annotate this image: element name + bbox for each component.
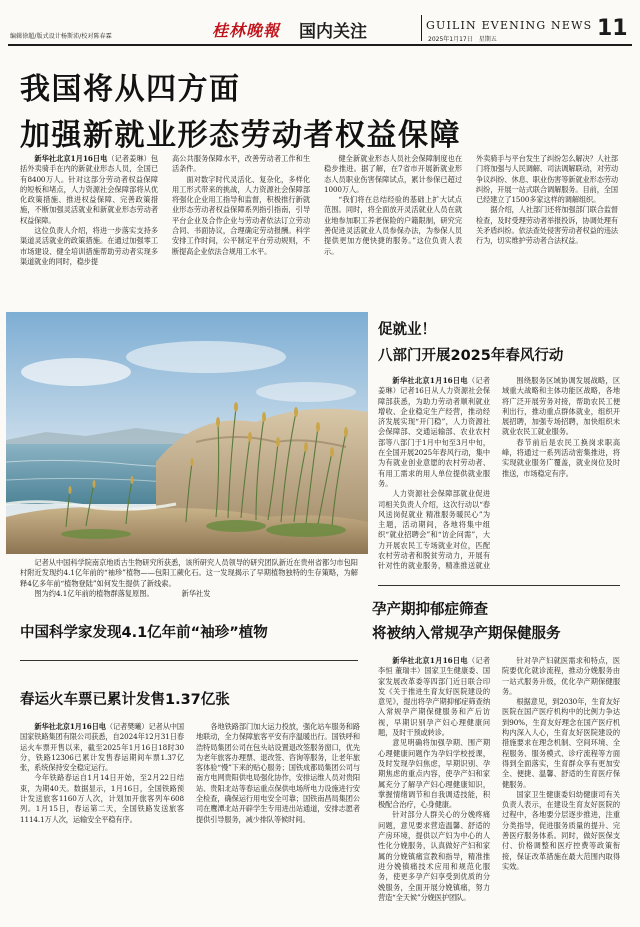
masthead-divider <box>421 15 422 41</box>
employment-text-1: 记者16日从人力资源社会保障部获悉，为助力劳动者顺利就业增收、企业稳定生产经营，推动经济发展实现“开门稳”，人力资源社会保障部、交通运输部、农业农村部等八部门于1月中旬至3月中旬，在全国开展2025年春风行动，集中为有就业创业意愿的农村劳动者、有用工需求的用人单位提供就业服务。 <box>378 386 490 488</box>
employment-column-1 <box>378 376 490 572</box>
lead-column-4 <box>476 154 618 302</box>
rail-column-2 <box>196 722 360 922</box>
rail-byline: （记者樊曦） <box>105 722 149 731</box>
lead-column-1 <box>20 154 158 302</box>
employment-text-2: 人力资源社会保障部就业促进司相关负责人介绍，这次行动以“春风送岗促就业 精准服务暖民心”为主题，活动期间，各地将集中组织“就业招聘会”和“访企问需”，大力开展农民工专场就业对位，匹配农村劳动者和脱贫劳动力，开展有针对性的就业服务，精准推送就业 <box>378 489 490 571</box>
masthead-rule <box>8 44 632 46</box>
photo-caption-subtext: 图为约4.1亿年前的植物群落复原图。 <box>34 588 154 598</box>
lead-column-2 <box>172 154 310 302</box>
employment-text-3: 围绕服务区域协调发展战略，区域重大战略和主体功能区战略，各地将广泛开展劳务对接，帮助农民工便利出行，推动重点群体就业，组织开展招聘，加强专场招聘，加快组织未就业农民工就业服务。 <box>502 376 620 437</box>
photo-caption <box>20 558 358 599</box>
photo-credit: 新华社发 <box>181 588 211 598</box>
page-number: 11 <box>597 16 628 41</box>
plant-reconstruction-photo <box>6 312 368 554</box>
issue-weekday: 星期五 <box>478 36 497 43</box>
section-name: 国内关注 <box>299 22 367 42</box>
prenatal-text-6: 国家卫生健康委妇幼健康司有关负责人表示，在建设生育友好医院的过程中，各地要分层逐步推进，注重分类指导，促进服务质量的提升、完善医疗服务体系。同时，做好医保支付、价格调整和医疗控费等政策衔接，保证改革措施在最大范围内取得实效。 <box>502 789 620 871</box>
employment-byline: （记者姜琳） <box>378 376 490 396</box>
lead-byline: （记者姜琳） <box>107 154 151 163</box>
lead-dateline: 新华社北京1月16日电 <box>34 154 108 163</box>
editor-credits: 编辑徐超/版式设计杨斯沛/校对陈春霖 <box>10 33 112 40</box>
lead-text-4b: 据介绍，人社部门还将加强部门联合监督检查，及时受理劳动者举报投诉，协调处理有关矛盾纠纷。依法查处侵害劳动者权益的违法行为，切实维护劳动者合法权益。 <box>476 205 618 246</box>
issue-date-text: 2025年1月17日 <box>428 36 473 43</box>
prenatal-text-2: 意见明确将加强孕期、围产期心理健康问题作为孕妇学校授课，及时发现孕妇焦虑，早期识别、孕期焦虑的重点内容，使孕产妇和家属充分了解孕产妇心理健康知识，掌握情绪调节和自我调适技能，积极配合治疗，心身健康。 <box>378 738 490 810</box>
fossil-headline: 中国科学家发现4.1亿年前“袖珍”植物 <box>20 625 268 641</box>
lead-column-3 <box>324 154 462 302</box>
prenatal-text-1: 国家卫生健康委、国家发展改革委等四部门近日联合印发《关于推进生育友好医院建设的意见》，提出将孕产期抑郁症筛查纳入常规孕产期保健服务和产后访视，早期识别孕产妇心理健康问题，及时干预或转诊。 <box>378 666 490 738</box>
prenatal-text-3: 针对部分人群关心的分娩疼痛问题，意见要求营造温馨、舒适的产房环境，提供以产妇为中心的人性化分娩服务，认真做好产妇和家属的分娩镇痛宣教和指导，精准推进分娩镇痛技术应用和规范化服务，使更多孕产妇享受到优质的分娩服务，全面开展分娩镇痛，努力营造“全天候”分娩医护团队。 <box>378 810 490 902</box>
employment-prenatal-divider <box>378 585 620 586</box>
paper-logo: 桂林晚報 <box>212 21 281 40</box>
fossil-rail-divider <box>20 660 358 661</box>
paper-name-english: GUILIN EVENING NEWS <box>426 19 593 32</box>
rail-text-1b: 今年铁路春运自1月14日开始，至2月22日结束，为期40天。数据显示，1月16日，全国铁路预计发送旅客1160万人次，计划加开旅客列车608列。1月15日，春运第二天，全国铁路发送旅客1114.1万人次，运输安全平稳有序。 <box>20 773 184 824</box>
prenatal-text-5: 根据意见，到2030年，生育友好医院在国产医疗机构中的比例力争达到90%，生育友好理念在国产医疗机构内深入人心，生育友好医院建设的措施要求在理念机制、空间环境、全程服务、服务模式、诊疗流程等方面得到全面落实，生育群众享有更加安全、便捷、温馨、舒适的生育医疗保健服务。 <box>502 697 620 789</box>
lead-text-4: 外卖骑手与平台发生了纠纷怎么解决？人社部门将加强与人民调解、司法调解联动，对劳动争议纠纷、休息、职业伤害等新就业形态劳动纠纷，开展一站式联合调解服务。目前，全国已经建立了1500多家这样的调解组织。 <box>476 154 618 205</box>
lead-text-1: 包括外卖骑手在内的新就业形态人员，全国已有8400万人。针对这部分劳动者权益保障的短板和堵点，人力资源社会保障部将从优化政策措施、推进权益保障、完善政策措施，不断加强灵活就业和新就业形态劳动者权益保障。 <box>20 154 158 225</box>
lead-text-1b: 这位负责人介绍，将进一步落实支持多渠道灵活就业的政策措施。在通过加强零工市场建设、健全培训措施帮助劳动者实现多渠道就业的同时，稳步提 <box>20 226 158 266</box>
employment-kicker: 促就业！ <box>378 322 436 338</box>
lead-headline-line2: 加强新就业形态劳动者权益保障 <box>20 118 461 153</box>
masthead <box>0 0 640 42</box>
lead-text-3b: “我们将在总结经验的基础上扩大试点范围。同时，将全面放开灵活就业人员在就业地参加职工养老保险的户籍限制，研究完善促进灵活就业人员参保办法，为参保人员提供更加方便快捷的服务。”这位负责人表示。 <box>324 195 462 256</box>
prenatal-column-2 <box>502 656 620 924</box>
employment-column-2 <box>502 376 620 572</box>
employment-dateline: 新华社北京1月16日电 <box>392 376 468 385</box>
rail-text-1: 记者从中国国家铁路集团有限公司获悉，自2024年12月31日春运火车票开售以来，截至2025年1月16日18时30分，铁路12306已累计发售春运期间车票1.37亿张，系统保持安全稳定运行。 <box>20 722 184 773</box>
rail-text-2: 各地铁路部门加大运力投放，强化站车服务和路地联动，全力保障旅客平安有序温暖出行。国铁呼和浩特局集团公司在包头站设置退改签服务窗口，优先为老年旅客办理票、退改签、咨询等服务，让老年旅客体验“慢”下来的贴心服务；国铁成都局集团公司与南方电网贵阳供电局强化协作，安排运维人员对贵阳站、贵阳北站等春运重点保供电场所电力设施进行安全检查，确保运行用电安全可靠；国铁南昌局集团公司在鹰潭北站开辟学生专用进出站通道，安排志愿者提供引导服务，减少排队等候时间。 <box>196 722 360 824</box>
rail-dateline: 新华社北京1月16日电 <box>34 722 106 731</box>
lead-text-2b: 面对数字时代灵活化、复杂化，多样化用工形式带来的挑战，人力资源社会保障部将强化企业用工指导和监督，积极推行新就业形态劳动者权益保障系列指引指南，引导平台企业及合作企业与劳动者依法订立劳动合同、书面协议，合理确定劳动报酬。科学安排工作时间，公平制定平台劳动规则，不断提高企业依法合规用工水平。 <box>172 174 310 256</box>
rail-column-1 <box>20 722 184 922</box>
lead-text-2: 高公共服务保障水平，改善劳动者工作和生活条件。 <box>172 154 310 174</box>
employment-headline: 八部门开展2025年春风行动 <box>378 348 564 364</box>
lead-text-3: 健全新就业形态人员社会保障制度也在稳步推进。据了解，在7省市开展新就业形态人员职业伤害保障试点，累计参保已超过1000万人。 <box>324 154 462 194</box>
employment-text-4: 春节前后是农民工换岗求职高峰，将通过一系列活动密集推进，将实现就业服务广覆盖，就业岗位及时推送，市场稳定有序。 <box>502 437 620 478</box>
lead-headline-line1: 我国将从四方面 <box>20 72 241 107</box>
prenatal-headline-line2: 将被纳入常规孕产期保健服务 <box>372 626 561 642</box>
issue-date <box>428 34 497 43</box>
prenatal-text-4: 针对孕产妇就医需求和特点，医院要优化就诊流程，推动分娩服务由一站式服务升级，优化孕产期保健服务。 <box>502 656 620 696</box>
plant-reconstruction-image <box>6 312 368 554</box>
prenatal-byline: （记者李恒 董瑞丰） <box>378 656 490 676</box>
prenatal-dateline: 新华社北京1月16日电 <box>392 656 468 665</box>
rail-headline: 春运火车票已累计发售1.37亿张 <box>20 692 230 708</box>
photo-caption-text: 记者从中国科学院南京地质古生物研究所获悉，该所研究人员领导的研究团队新近在贵州省都匀市包阳村附近发现约4.1亿年前的“袖珍”植物——包阳工蕨化石。这一发现揭示了早期植物独特的生存策略，为解释4亿多年前“植物登陆”如何发生提供了新线索。 <box>20 558 358 588</box>
prenatal-headline-line1: 孕产期抑郁症筛查 <box>372 602 488 618</box>
prenatal-column-1 <box>378 656 490 924</box>
